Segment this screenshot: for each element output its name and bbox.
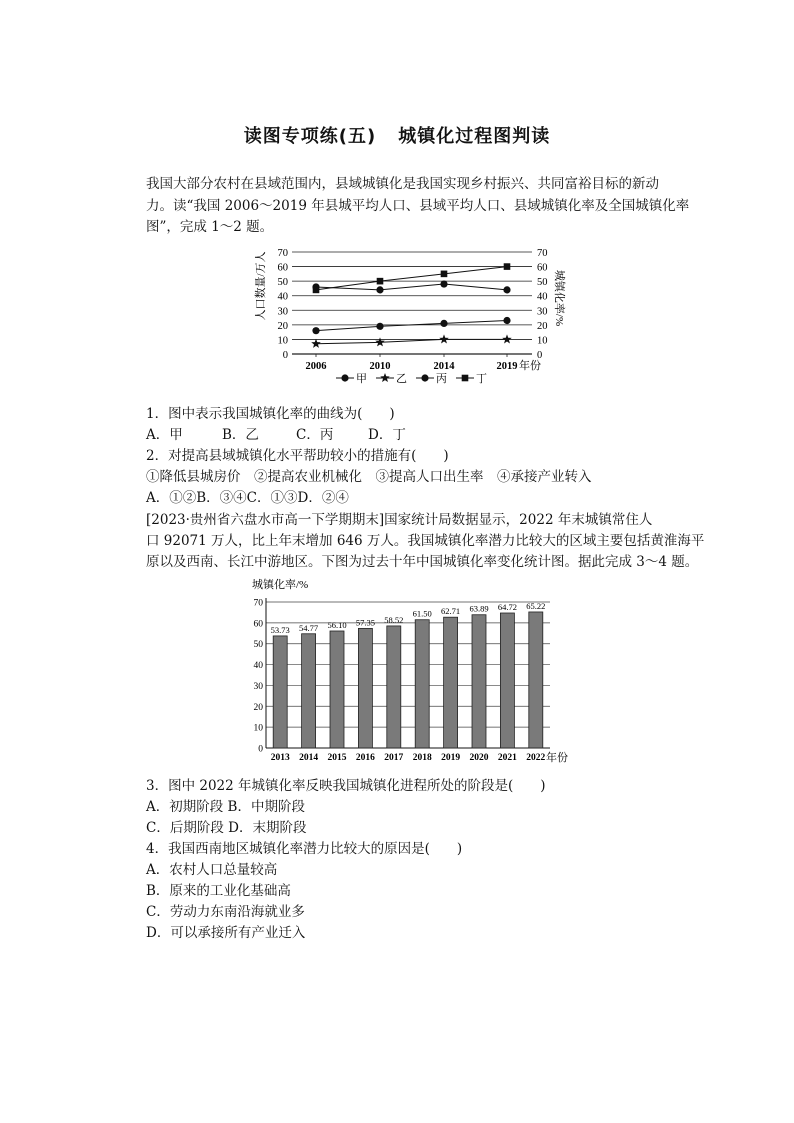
chart2-bar [529,612,543,748]
chart2-y-tick: 70 [253,598,263,609]
q1-options [146,425,406,446]
chart1-point [377,278,384,285]
passage2-line-3: 原以及西南、长江中游地区。下图为过去十年中国城镇化率变化统计图。据此完成 3～4 题。 [146,554,699,570]
q4-option-b: B．原来的工业化基础高 [146,883,291,899]
chart1-point [312,327,319,334]
chart1-legend-label: 丙 [436,373,447,385]
page-title [0,122,794,148]
chart1-point [440,320,447,327]
q1-option-a: A．甲 [146,427,183,443]
chart2-y-label: 城镇化率/% [252,579,309,591]
chart1-y-tick-left: 50 [277,277,288,289]
chart1-point [441,271,448,278]
chart1-y-left-label: 人口数量/万人 [255,251,267,321]
q1-option-b: B．乙 [222,427,259,443]
chart1-y-right-label: 城镇化率/% [553,269,565,327]
chart2-data-label: 57.35 [355,617,375,628]
chart1-x-tick-label: 2019 [496,361,518,372]
chart1-series [311,263,512,348]
chart2-data-label: 62.71 [441,606,461,617]
chart2-y-tick: 50 [253,640,263,651]
chart2-x-tick-label: 2021 [497,753,517,763]
chart1-legend-label: 丁 [476,373,487,385]
q3-options-2: C．后期阶段 D．末期阶段 [146,820,307,836]
chart2-data-label: 58.52 [384,614,404,625]
chart2-bar [302,634,316,748]
chart2-bar [472,615,486,748]
chart1-y-tick-right: 70 [537,248,548,259]
chart2-bar [500,613,514,748]
chart1-legend-label: 甲 [356,373,367,385]
chart-urbanization-rate [250,574,570,768]
chart2-x-tick-label: 2018 [412,753,432,763]
chart2-x-label: 年份 [546,752,568,764]
chart1-point [439,334,449,343]
chart1-y-tick-right: 30 [537,306,548,318]
chart2-bar [330,631,344,748]
chart1-legend-label: 乙 [396,373,407,385]
intro-line-3: 图”，完成 1～2 题。 [146,219,274,235]
chart2-x-tick-label: 2020 [469,753,489,763]
chart1-point [376,286,383,293]
chart1-x-label: 年份 [519,360,541,372]
chart1-point [375,337,385,346]
chart1-point [503,317,510,324]
chart1-line-3 [316,320,507,330]
chart1-y-tick-right: 40 [537,291,548,303]
chart2-data-label: 54.77 [299,622,319,633]
chart1-y-tick-right: 60 [537,262,548,274]
chart2-x-tick-label: 2013 [270,753,290,763]
chart1-x-tick-label: 2010 [369,361,391,372]
chart1-point [503,286,510,293]
chart1-point [502,334,512,343]
chart1-legend-marker [421,374,428,381]
chart2-bar [415,620,429,748]
chart2-bar [387,626,401,748]
q1-option-d: D．丁 [368,427,406,443]
chart2-bar [358,628,372,748]
chart1-point [504,263,511,270]
chart1-legend-marker [341,374,348,381]
q3-stem: 3．图中 2022 年城镇化率反映我国城镇化进程所处的阶段是( ) [146,778,546,794]
chart2-bar [273,636,287,748]
chart1-point [440,280,447,287]
title-part2: 城镇化过程图判读 [398,126,551,147]
q4-option-c: C．劳动力东南沿海就业多 [146,904,305,920]
chart2-x-tick-label: 2016 [355,753,375,763]
chart1-legend-marker [380,373,390,382]
chart1-point [376,323,383,330]
q4-option-a: A．农村人口总量较高 [146,862,278,878]
chart1-y-tick-right: 10 [537,335,548,347]
chart2-y-tick: 60 [253,619,263,630]
chart1-legend-marker [462,375,469,382]
chart2-x-tick-label: 2017 [384,753,404,763]
title-part1: 读图专项练(五) [243,126,377,147]
intro-line-1: 我国大部分农村在县域范围内，县域城镇化是我国实现乡村振兴、共同富裕目标的新动 [146,176,659,192]
chart2-bar [444,617,458,748]
chart2-data-label: 64.72 [497,602,517,613]
chart1-y-tick-left: 30 [277,306,288,318]
chart1-y-tick-left: 60 [277,262,288,274]
q2-stem: 2．对提高县域城镇化水平帮助较小的措施有( ) [146,448,449,464]
q4-option-d: D．可以承接所有产业迁入 [146,925,306,941]
chart1-x-tick-label: 2006 [305,361,327,372]
chart2-y-tick: 30 [253,681,263,692]
chart2-data-label: 65.22 [526,600,546,611]
chart2-data-label: 56.10 [327,619,347,630]
chart1-y-tick-left: 10 [277,335,288,347]
chart1-point [311,339,321,348]
chart2-data-label: 53.73 [270,624,290,635]
chart1-grid [292,252,532,354]
chart1-line-1 [316,284,507,290]
chart2-data-label: 63.89 [469,603,489,614]
chart1-legend [336,372,487,385]
q3-options-1: A．初期阶段 B．中期阶段 [146,799,305,815]
chart1-line-4 [316,267,507,290]
intro-line-2: 力。读“我国 2006～2019 年县城平均人口、县域平均人口、县域城镇化率及全国城镇化率 [146,198,690,214]
chart1-x-tick-label: 2014 [433,361,455,372]
chart2-y-tick: 20 [253,702,263,713]
chart2-y-tick: 40 [253,661,263,672]
q2-options: A．①②B．③④C．①③D．②④ [146,490,349,506]
chart2-data-label: 61.50 [412,608,432,619]
q1-option-c: C．丙 [296,427,334,443]
chart1-line-2 [316,339,507,343]
q1-stem: 1．图中表示我国城镇化率的曲线为( ) [146,406,395,422]
chart1-y-tick-left: 20 [277,320,288,332]
chart1-y-tick-left: 70 [277,248,288,259]
chart1-y-tick-right: 50 [537,277,548,289]
chart1-y-tick-right: 20 [537,320,548,332]
chart1-point [313,287,320,294]
passage2-line-1: [2023·贵州省六盘水市高一下学期期末]国家统计局数据显示，2022 年末城镇常住人 [146,512,653,528]
q2-items: ①降低县城房价 ②提高农业机械化 ③提高人口出生率 ④承接产业转入 [146,469,592,485]
chart1-y-tick-left: 0 [282,350,288,361]
q4-stem: 4．我国西南地区城镇化率潜力比较大的原因是( ) [146,841,463,857]
chart2-x-tick-label: 2022 [526,753,546,763]
chart2-y-tick: 0 [258,744,263,755]
passage2-line-2: 口 92071 万人，比上年末增加 646 万人。我国城镇化率潜力比较大的区域主要包括黄淮海平 [146,533,705,549]
chart2-x-tick-label: 2019 [441,753,461,763]
chart2-x-tick-label: 2014 [299,753,319,763]
chart1-y-tick-right: 0 [537,350,543,361]
chart1-y-tick-left: 40 [277,291,288,303]
chart2-y-tick: 10 [253,723,263,734]
chart2-x-tick-label: 2015 [327,753,347,763]
chart-population-urbanization [250,240,570,400]
